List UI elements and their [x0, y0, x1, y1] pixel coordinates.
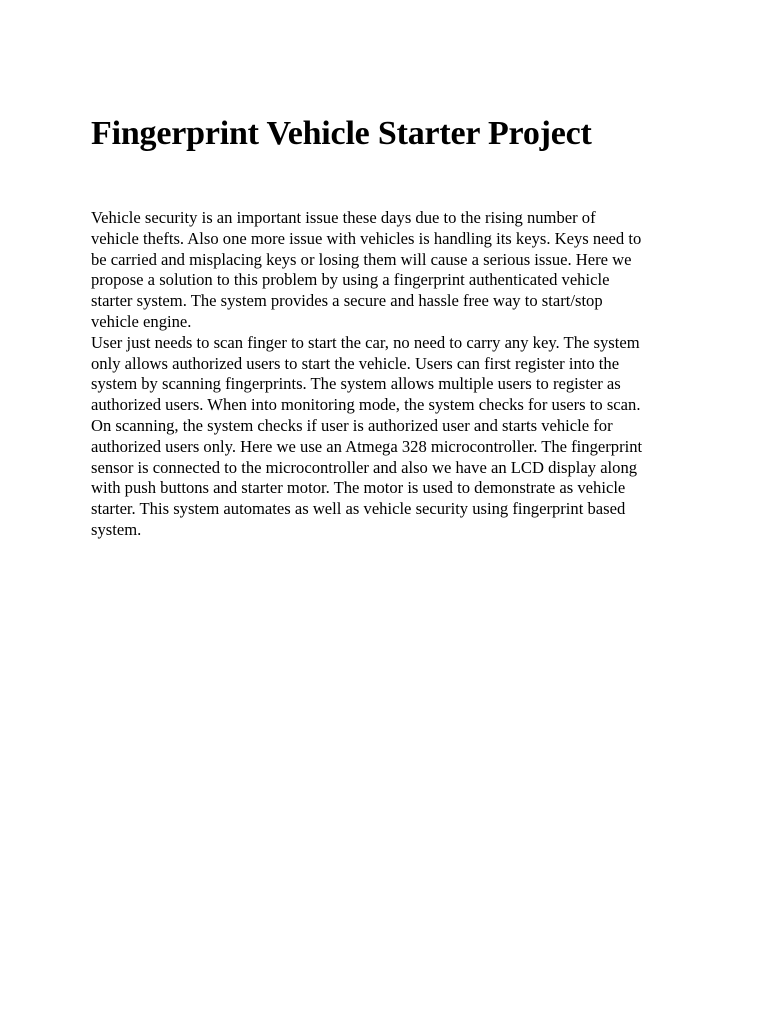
text-line: authorized users only. Here we use an Atmega 328 microcontroller. The fingerprint [91, 436, 643, 456]
text-line: starter. This system automates as well as vehicle security using fingerprint based [91, 499, 626, 519]
text-line: with push buttons and starter motor. The motor is used to demonstrate as vehicle [91, 478, 626, 498]
text-line: only allows authorized users to start the vehicle. Users can first register into the [91, 353, 620, 373]
text-line: system. [91, 519, 142, 539]
text-line: starter system. The system provides a secure and hassle free way to start/stop [91, 291, 603, 311]
text-line: On scanning, the system checks if user is authorized user and starts vehicle for [91, 415, 613, 435]
text-line: vehicle engine. [91, 311, 192, 331]
paragraph-intro [91, 208, 691, 333]
document-title: Fingerprint Vehicle Starter Project [91, 115, 592, 152]
text-line: Vehicle security is an important issue these days due to the rising number of [91, 208, 596, 227]
paragraph-description [91, 333, 691, 541]
text-line: User just needs to scan finger to start the car, no need to carry any key. The system [91, 332, 640, 352]
text-line: system by scanning fingerprints. The system allows multiple users to register as [91, 374, 621, 394]
text-line: authorized users. When into monitoring mode, the system checks for users to scan. [91, 395, 641, 415]
text-line: sensor is connected to the microcontroller and also we have an LCD display along [91, 457, 638, 477]
text-line: vehicle thefts. Also one more issue with vehicles is handling its keys. Keys need to [91, 228, 642, 248]
text-line: propose a solution to this problem by using a fingerprint authenticated vehicle [91, 270, 610, 290]
text-line: be carried and misplacing keys or losing them will cause a serious issue. Here we [91, 249, 632, 269]
document-body [91, 208, 691, 541]
